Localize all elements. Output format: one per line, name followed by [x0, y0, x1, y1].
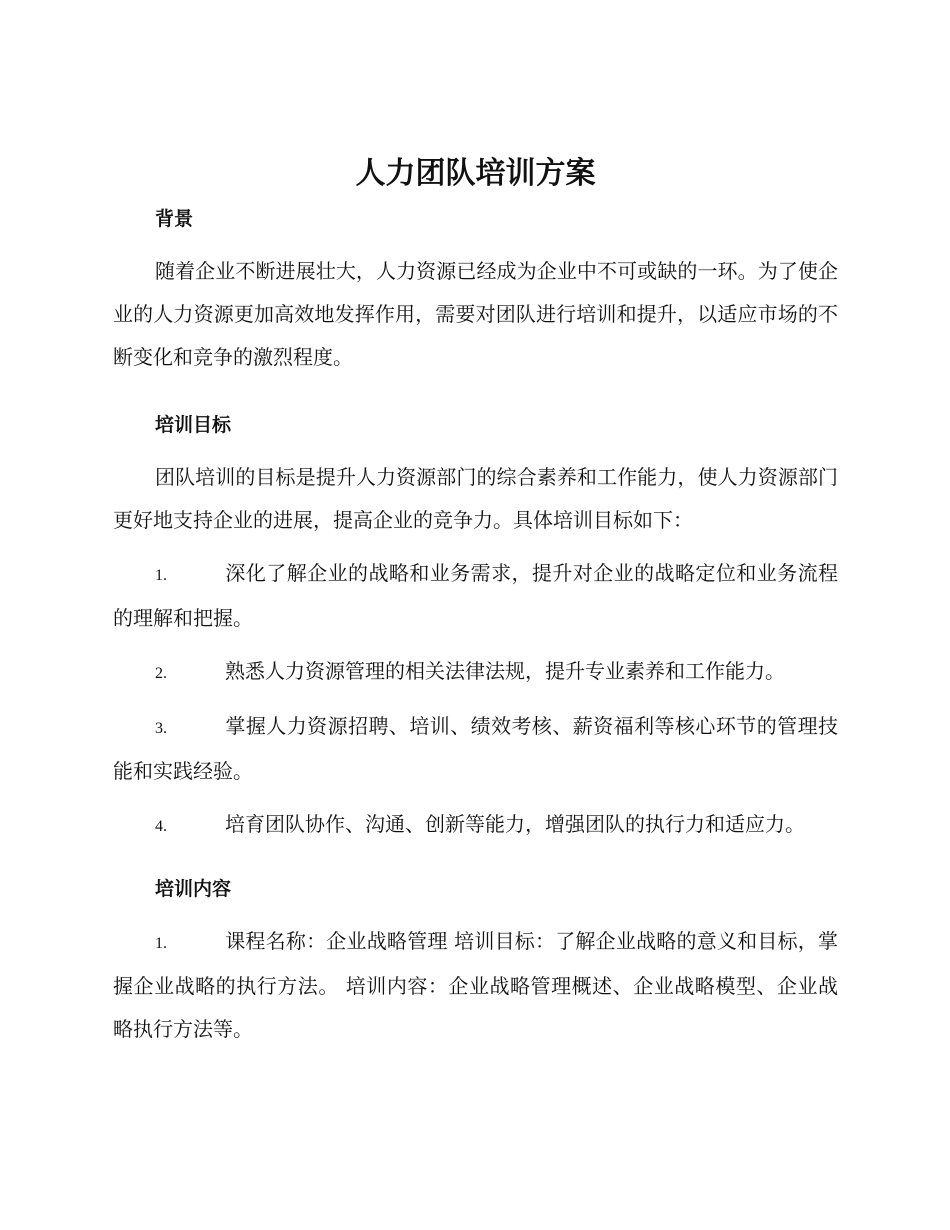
list-item — [113, 705, 838, 793]
list-item-text: 掌握人力资源招聘、培训、绩效考核、薪资福利等核心环节的管理技能和实践经验。 — [113, 714, 838, 783]
document-title: 人力团队培训方案 — [355, 156, 596, 191]
training-goals-paragraph: 团队培训的目标是提升人力资源部门的综合素养和工作能力，使人力资源部门更好地支持企业的进展，提高企业的竞争力。具体培训目标如下： — [113, 465, 838, 532]
list-item — [113, 920, 838, 1051]
list-item — [113, 803, 838, 848]
list-item-number: 4. — [155, 818, 167, 835]
section-heading-training-goals: 培训目标 — [155, 414, 232, 436]
list-item-number: 3. — [155, 720, 167, 737]
section-heading-background: 背景 — [155, 208, 194, 230]
section-heading-training-content: 培训内容 — [155, 878, 232, 900]
list-item-number: 1. — [155, 935, 167, 952]
list-item — [113, 552, 838, 640]
list-item-text: 课程名称：企业战略管理 培训目标：了解企业战略的意义和目标，掌握企业战略的执行方法。 培训内容：企业战略管理概述、企业战略模型、企业战略执行方法等。 — [113, 929, 838, 1041]
list-item-text: 熟悉人力资源管理的相关法律法规，提升专业素养和工作能力。 — [225, 659, 785, 683]
list-item-text: 培育团队协作、沟通、创新等能力，增强团队的执行力和适应力。 — [225, 812, 805, 836]
document-page — [113, 148, 838, 1051]
list-item — [113, 650, 838, 695]
background-paragraph: 随着企业不断进展壮大，人力资源已经成为企业中不可或缺的一环。为了使企业的人力资源更加高效地发挥作用，需要对团队进行培训和提升，以适应市场的不断变化和竞争的激烈程度。 — [113, 259, 838, 369]
list-item-text: 深化了解企业的战略和业务需求，提升对企业的战略定位和业务流程的理解和把握。 — [113, 561, 838, 630]
list-item-number: 2. — [155, 665, 167, 682]
list-item-number: 1. — [155, 567, 167, 584]
